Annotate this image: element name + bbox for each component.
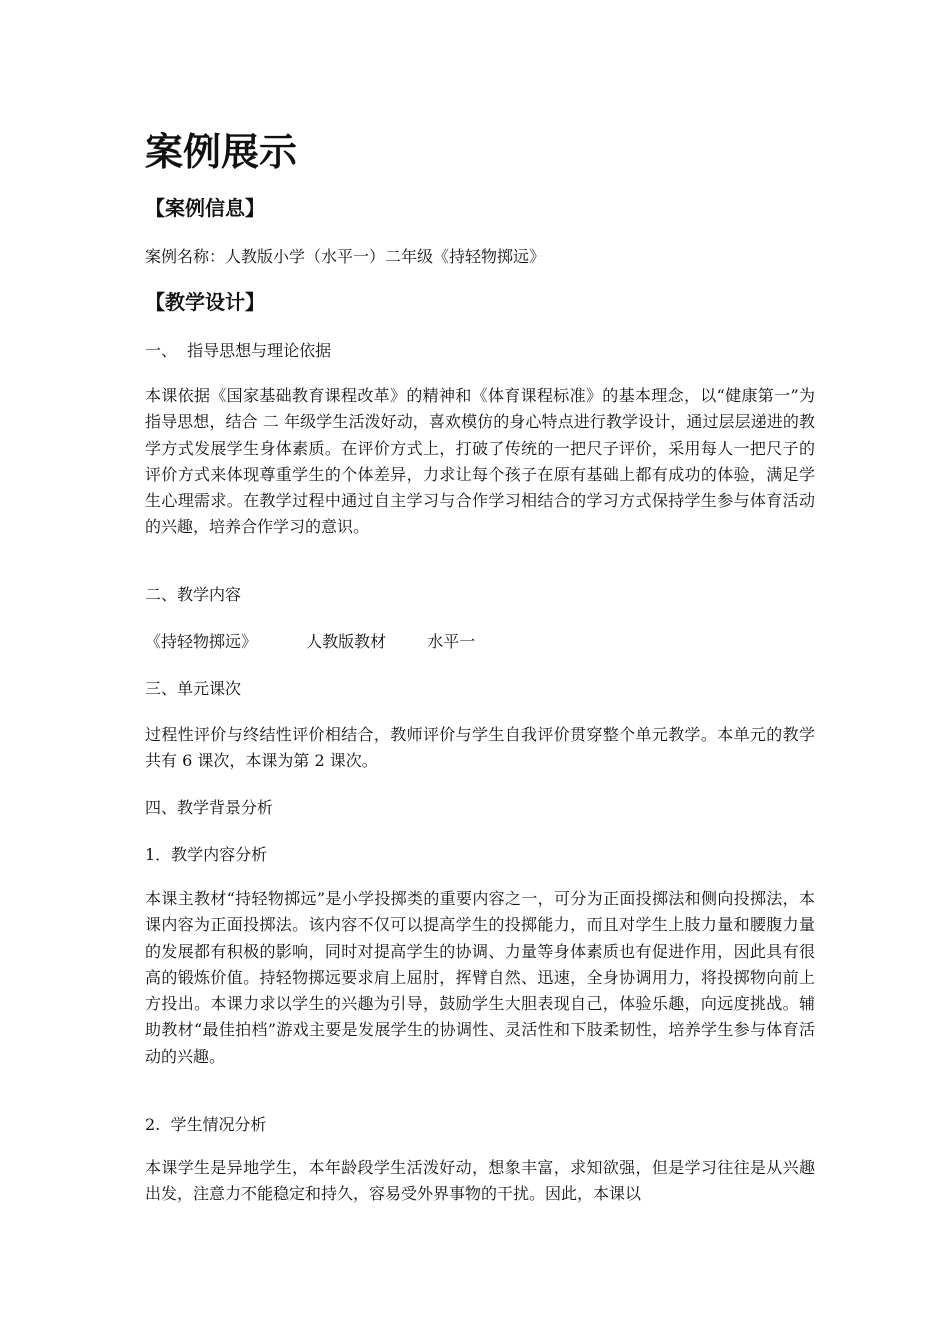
section-heading-teaching-design: 【教学设计】	[145, 290, 265, 314]
heading-content-analysis: 1．教学内容分析	[145, 845, 268, 864]
paragraph-guiding-thought: 本课依据《国家基础教育课程改革》的精神和《体育课程标准》的基本理念，以“健康第一”为指导思想，结合 二 年级学生活泼好动，喜欢模仿的身心特点进行教学设计，通过层层递进的教学方式发展学生身体素质。在评价方式上，打破了传统的一把尺子评价，采用每人一把尺子的评价方式来体现尊重学生的个体差异，力求让每个孩子在原有基础上都有成功的体验，满足学生心理需求。在教学过程中通过自主学习与合作学习相结合的学习方式保持学生参与体育活动的兴趣，培养合作学习的意识。	[145, 386, 815, 537]
heading-student-analysis: 2. 学生情况分析	[145, 1115, 267, 1134]
case-name-line: 案例名称：人教版小学（水平一）二年级《持轻物掷远》	[145, 247, 546, 266]
heading-guiding-thought: 一、 指导思想与理论依据	[145, 341, 332, 360]
content-item-title: 《持轻物掷远》	[145, 632, 258, 651]
heading-teaching-content: 二、教学内容	[145, 585, 242, 604]
paragraph-student-analysis: 本课学生是异地学生，本年龄段学生活泼好动，想象丰富，求知欲强，但是学习往往是从兴趣出发，注意力不能稳定和持久，容易受外界事物的干扰。因此，本课以	[145, 1158, 815, 1204]
paragraph-unit-lessons: 过程性评价与终结性评价相结合，教师评价与学生自我评价贯穿整个单元教学。本单元的教学共有 6 课次，本课为第 2 课次。	[145, 725, 815, 771]
page-title: 案例展示	[145, 130, 298, 174]
section-heading-case-info: 【案例信息】	[145, 196, 265, 220]
heading-background-analysis: 四、教学背景分析	[145, 798, 274, 817]
heading-unit-lessons: 三、单元课次	[145, 679, 242, 698]
content-item-level: 水平一	[427, 632, 476, 651]
teaching-content-row	[145, 630, 475, 654]
paragraph-content-analysis: 本课主教材“持轻物掷远”是小学投掷类的重要内容之一，可分为正面投掷法和侧向投掷法，本课内容为正面投掷法。该内容不仅可以提高学生的投掷能力，而且对学生上肢力量和腰腹力量的发展都有积极的影响，同时对提高学生的协调、力量等身体素质也有促进作用，因此具有很高的锻炼价值。持轻物掷远要求肩上屈肘，挥臂自然、迅速，全身协调用力，将投掷物向前上方投出。本课力求以学生的兴趣为引导，鼓励学生大胆表现自己，体验乐趣，向远度挑战。辅助教材“最佳拍档”游戏主要是发展学生的协调性、灵活性和下肢柔韧性，培养学生参与体育活动的兴趣。	[145, 889, 815, 1066]
content-item-textbook: 人教版教材	[306, 632, 387, 651]
